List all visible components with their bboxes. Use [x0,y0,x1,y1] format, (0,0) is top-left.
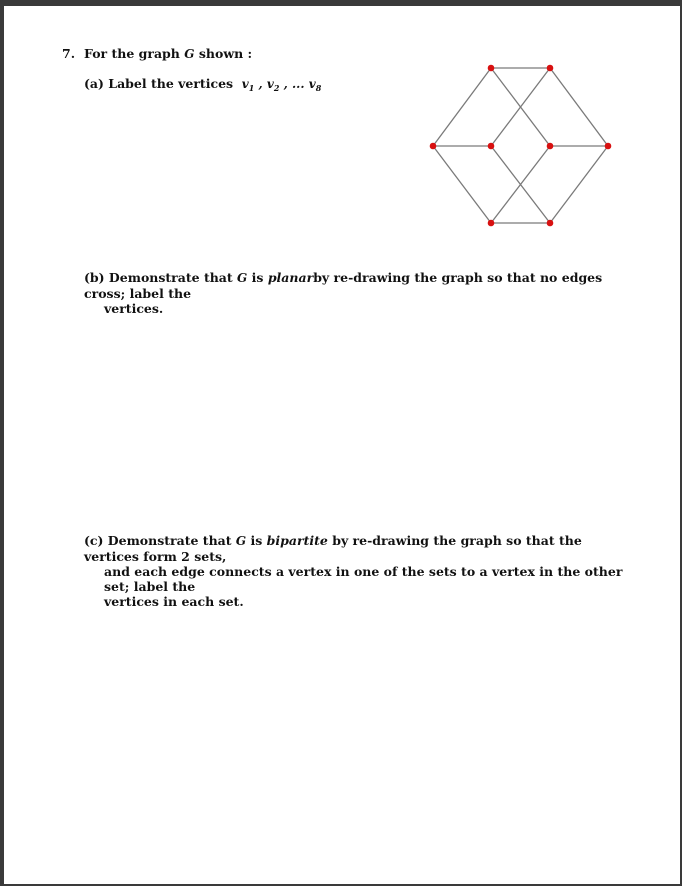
separator: , [254,77,267,91]
edge [433,146,491,223]
vertex-center-right [547,143,554,150]
graph-symbol: G [184,47,195,61]
vertex-right [605,143,612,150]
vertex-top-right [547,65,554,72]
bipartite-emphasis: bipartite [266,533,328,548]
edge [433,68,491,146]
vertex-v1: $v_1$ [241,77,255,93]
part-b-rest: by re-drawing the graph so that no edges cross; label the [84,270,603,301]
is-word: is [251,270,264,285]
vertex-left [430,143,437,150]
edge [550,146,608,223]
question-number: 7. [62,46,76,61]
stem-suffix: shown : [198,46,253,61]
vertex-bottom-left [488,220,495,227]
part-c-line3: vertices in each set. [104,594,244,609]
part-b-label: (b) Demonstrate that [84,270,233,285]
part-c-rest: by re-drawing the graph so that the vertices form 2 sets, [84,533,582,564]
graph-symbol: G [235,534,247,548]
part-b-text [84,270,624,316]
planar-emphasis: planar [267,270,314,285]
edge [550,68,608,146]
vertex-center-left [488,143,495,150]
graph-symbol: G [237,271,248,285]
part-c-label: (c) Demonstrate that [84,533,232,548]
part-a-label: (a) Label the vertices [84,76,234,91]
graph-diagram [4,6,680,884]
part-c-text [84,533,629,609]
vertex-bottom-right [547,220,554,227]
vertex-top-left [488,65,495,72]
part-b-line2: vertices. [104,301,164,316]
vertex-v2: $v_2$ [266,77,280,93]
part-c-line2: and each edge connects a vertex in one of the sets to a vertex in the other set; label the [104,564,623,594]
graph-edges [433,68,608,223]
vertex-v8: $v_8$ [308,77,322,93]
is-word: is [250,533,263,548]
ellipsis: , ... [279,77,309,91]
worksheet-page [4,6,680,884]
stem-prefix: For the graph [84,46,180,61]
